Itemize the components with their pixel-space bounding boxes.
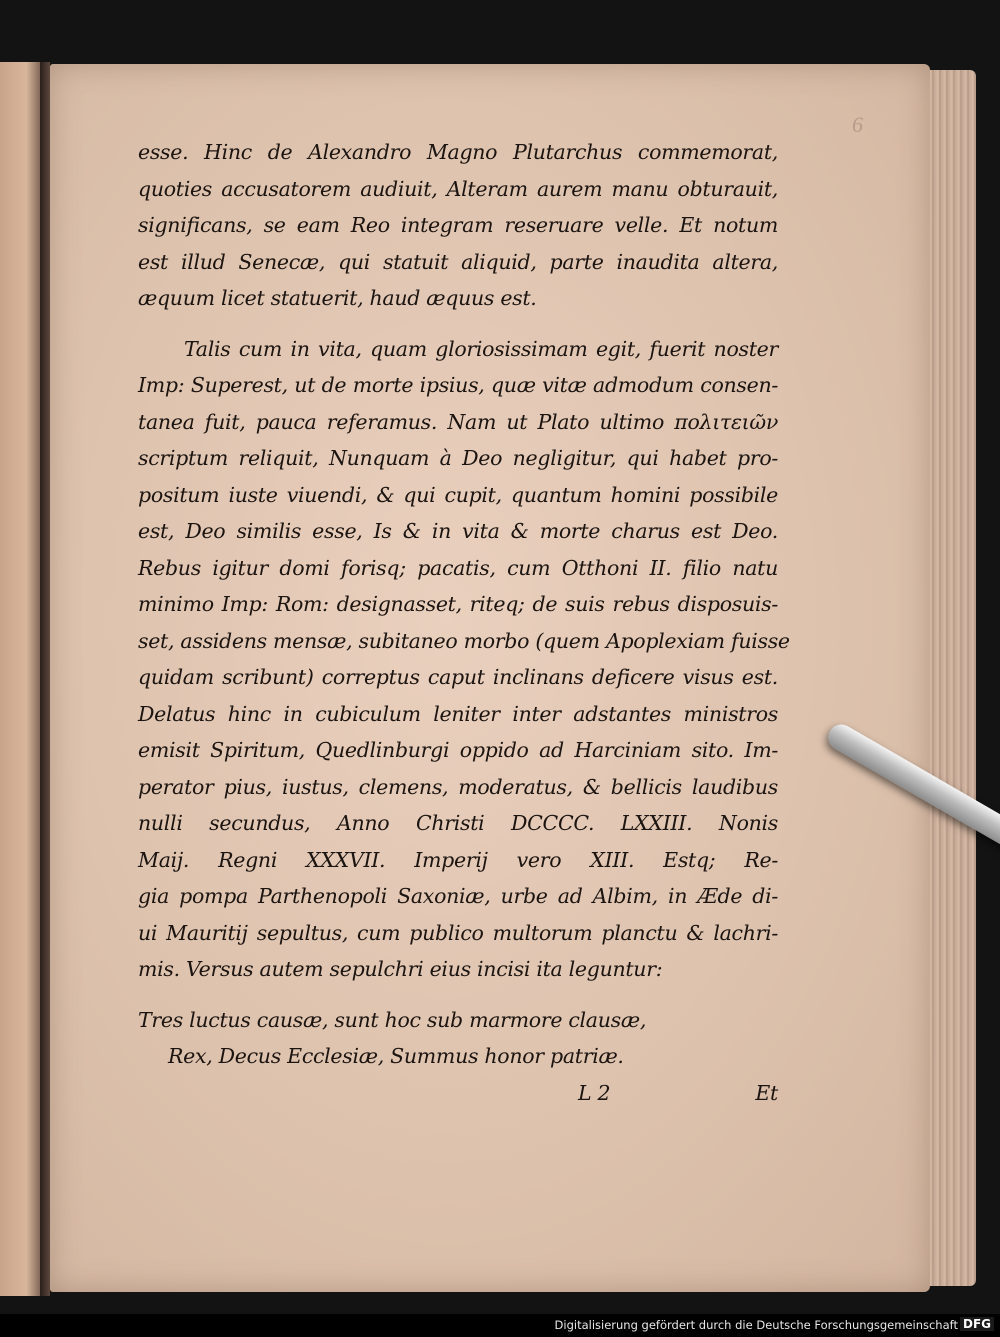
text-line: quidam scribunt) correptus caput inclinans deficere visus est. [138,665,778,689]
text-line: Imp: Superest, ut de morte ipsius, quæ vitæ admodum consen- [138,373,778,397]
text-line: nulli secundus, Anno Christi DCCCC. LXXIII. Nonis [138,811,778,835]
text-line: tanea fuit, pauca referamus. Nam ut Plato ultimo πολιτειῶν [138,409,778,434]
signature-mark: L 2 [578,1080,611,1105]
dfg-logo: DFG [960,1317,994,1331]
text-line: minimo Imp: Rom: designasset, riteq; de suis rebus disposuis- [138,592,778,616]
page-corner-mark: 6 [852,112,863,137]
text-line: Talis cum in vita, quam gloriosissimam egit, fuerit noster [184,336,778,361]
verse-line: Rex, Decus Ecclesiæ, Summus honor patriæ. [168,1044,624,1068]
text-line: æquum licet statuerit, haud æquus est. [138,286,537,310]
page-text [138,134,790,1111]
text-line: set, assidens mensæ, subitaneo morbo (quem Apoplexiam fuisse [138,628,790,653]
catchword: Et [755,1080,778,1105]
text-line: Delatus hinc in cubiculum leniter inter adstantes ministros [138,701,778,726]
epitaph-verse [138,1002,778,1075]
verse-line: Tres luctus causæ, sunt hoc sub marmore clausæ, [138,1007,647,1032]
text-line: emisit Spiritum, Quedlinburgi oppido ad Harciniam sito. Im- [138,738,778,762]
text-line: scriptum reliquit, Nunquam à Deo negligitur, qui habet pro- [138,446,778,470]
paragraph-2 [138,331,790,988]
text-line: perator pius, iustus, clemens, moderatus, & bellicis laudibus [138,774,778,799]
footer-credit: Digitalisierung gefördert durch die Deutsche Forschungsgemeinschaft [554,1318,958,1332]
text-line: Rebus igitur domi forisq; pacatis, cum Otthoni II. filio natu [138,555,778,580]
text-line: quoties accusatorem audiuit, Alteram aurem manu obturauit, [138,176,778,201]
facing-page-edge [0,62,44,1296]
book-gutter [40,62,50,1296]
text-line: Maij. Regni XXXVII. Imperij vero XIII. Estq; Re- [138,847,778,872]
text-line: positum iuste viuendi, & qui cupit, quantum homini possibile [138,482,778,507]
text-line: est, Deo similis esse, Is & in vita & morte charus est Deo. [138,519,778,543]
text-line: est illud Senecæ, qui statuit aliquid, parte inaudita altera, [138,249,778,274]
text-line: mis. Versus autem sepulchri eius incisi ita leguntur: [138,957,663,981]
text-line: significans, se eam Reo integram reseruare velle. Et notum [138,213,778,237]
text-line: gia pompa Parthenopoli Saxoniæ, urbe ad Albim, in Æde di- [138,884,778,908]
text-line: esse. Hinc de Alexandro Magno Plutarchus commemorat, [138,140,778,164]
paragraph-1 [138,134,778,317]
page-foot-marks [578,1075,778,1112]
text-line: ui Mauritij sepultus, cum publico multorum planctu & lachri- [138,920,778,945]
